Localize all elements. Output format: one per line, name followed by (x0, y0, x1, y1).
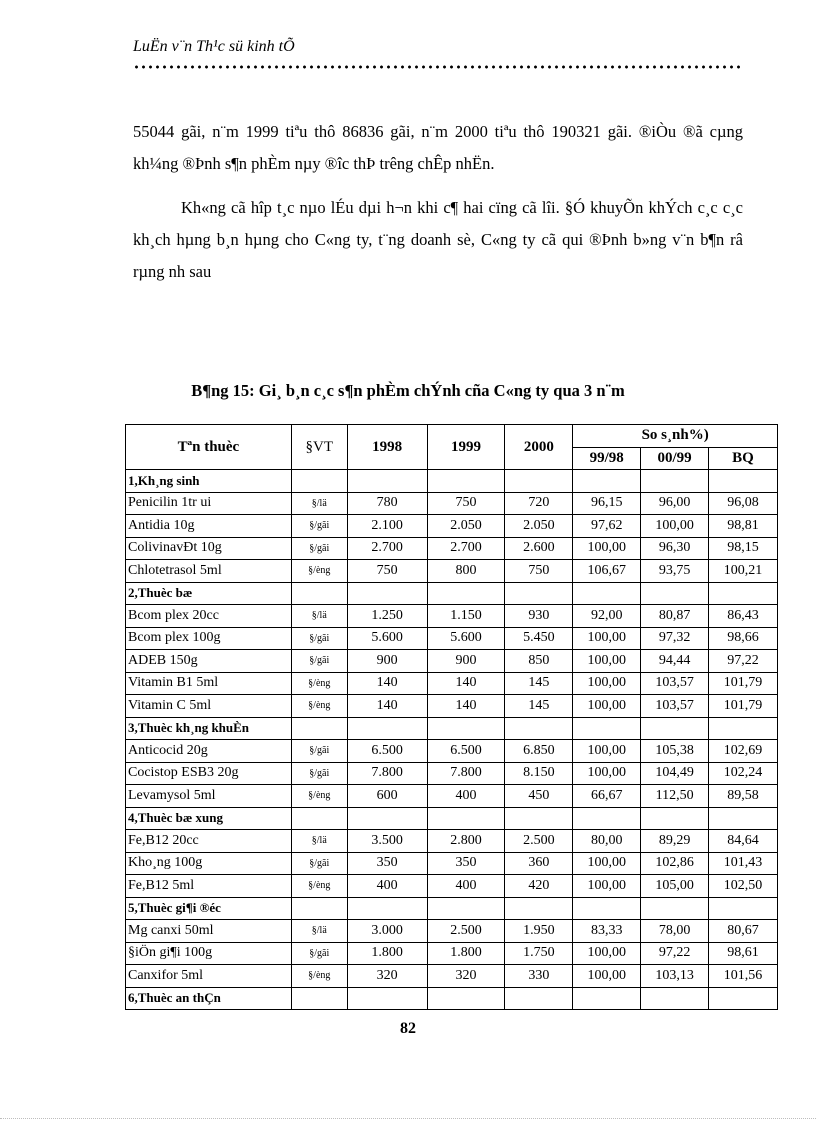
empty-cell (505, 582, 573, 605)
ratio-bq-cell: 96,08 (709, 492, 778, 515)
price-2000-cell: 360 (505, 852, 573, 875)
ratio-99-98-cell: 92,00 (573, 605, 641, 628)
ratio-00-99-cell: 89,29 (641, 830, 709, 853)
ratio-00-99-cell: 100,00 (641, 515, 709, 538)
drug-name-cell: Vitamin C 5ml (126, 695, 292, 718)
unit-cell: §/gãi (291, 762, 347, 785)
price-1998-cell: 1.250 (347, 605, 427, 628)
table-row (126, 515, 778, 538)
empty-cell (291, 807, 347, 830)
unit-cell: §/èng (291, 560, 347, 583)
empty-cell (709, 807, 778, 830)
price-1999-cell: 1.150 (427, 605, 505, 628)
price-2000-cell: 145 (505, 672, 573, 695)
unit-cell: §/gãi (291, 942, 347, 965)
drug-name-cell: ADEB 150g (126, 650, 292, 673)
header-1998: 1998 (347, 425, 427, 470)
empty-cell (291, 582, 347, 605)
empty-cell (573, 987, 641, 1010)
unit-cell: §/gãi (291, 740, 347, 763)
ratio-00-99-cell: 78,00 (641, 920, 709, 943)
ratio-00-99-cell: 97,22 (641, 942, 709, 965)
price-1999-cell: 800 (427, 560, 505, 583)
drug-name-cell: Canxifor 5ml (126, 965, 292, 988)
ratio-bq-cell: 101,56 (709, 965, 778, 988)
empty-cell (347, 807, 427, 830)
ratio-99-98-cell: 100,00 (573, 965, 641, 988)
empty-cell (347, 897, 427, 920)
table-row (126, 740, 778, 763)
drug-name-cell: Antidia 10g (126, 515, 292, 538)
empty-cell (709, 470, 778, 493)
price-1998-cell: 3.000 (347, 920, 427, 943)
empty-cell (505, 897, 573, 920)
table-caption: B¶ng 15: Gi¸ b¸n c¸c s¶n phÈm chÝnh cña C«ng ty qua 3 n¨m (191, 381, 625, 400)
ratio-bq-cell: 98,15 (709, 537, 778, 560)
ratio-00-99-cell: 94,44 (641, 650, 709, 673)
table-body (126, 470, 778, 1010)
unit-cell: §/lä (291, 920, 347, 943)
price-1998-cell: 780 (347, 492, 427, 515)
empty-cell (347, 582, 427, 605)
category-label: 5,Thuèc gi¶i ®éc (126, 897, 292, 920)
empty-cell (427, 897, 505, 920)
ratio-00-99-cell: 103,57 (641, 672, 709, 695)
ratio-bq-cell: 84,64 (709, 830, 778, 853)
table-row (126, 965, 778, 988)
ratio-00-99-cell: 102,86 (641, 852, 709, 875)
price-1999-cell: 2.050 (427, 515, 505, 538)
unit-cell: §/èng (291, 695, 347, 718)
drug-name-cell: Levamysol 5ml (126, 785, 292, 808)
drug-name-cell: Fe,B12 20cc (126, 830, 292, 853)
ratio-99-98-cell: 100,00 (573, 740, 641, 763)
price-1998-cell: 350 (347, 852, 427, 875)
price-1999-cell: 2.700 (427, 537, 505, 560)
category-label: 2,Thuèc bæ (126, 582, 292, 605)
drug-name-cell: Bcom plex 100g (126, 627, 292, 650)
ratio-00-99-cell: 97,32 (641, 627, 709, 650)
drug-name-cell: Mg canxi 50ml (126, 920, 292, 943)
empty-cell (573, 897, 641, 920)
empty-cell (573, 470, 641, 493)
unit-cell: §/gãi (291, 650, 347, 673)
empty-cell (505, 717, 573, 740)
ratio-99-98-cell: 100,00 (573, 695, 641, 718)
ratio-00-99-cell: 105,00 (641, 875, 709, 898)
unit-cell: §/lä (291, 830, 347, 853)
ratio-99-98-cell: 100,00 (573, 875, 641, 898)
category-label: 3,Thuèc kh¸ng khuÈn (126, 717, 292, 740)
ratio-99-98-cell: 106,67 (573, 560, 641, 583)
category-row (126, 807, 778, 830)
unit-cell: §/lä (291, 605, 347, 628)
ratio-bq-cell: 98,81 (709, 515, 778, 538)
unit-cell: §/èng (291, 785, 347, 808)
drug-name-cell: Fe,B12 5ml (126, 875, 292, 898)
ratio-bq-cell: 102,50 (709, 875, 778, 898)
price-1999-cell: 400 (427, 785, 505, 808)
category-row (126, 470, 778, 493)
empty-cell (573, 582, 641, 605)
ratio-00-99-cell: 96,00 (641, 492, 709, 515)
footer-dotted-rule (0, 1118, 816, 1120)
empty-cell (291, 897, 347, 920)
ratio-bq-cell: 102,24 (709, 762, 778, 785)
empty-cell (573, 717, 641, 740)
empty-cell (347, 987, 427, 1010)
unit-cell: §/gãi (291, 627, 347, 650)
price-1998-cell: 2.700 (347, 537, 427, 560)
ratio-99-98-cell: 100,00 (573, 627, 641, 650)
ratio-00-99-cell: 112,50 (641, 785, 709, 808)
price-1998-cell: 3.500 (347, 830, 427, 853)
empty-cell (291, 987, 347, 1010)
price-2000-cell: 5.450 (505, 627, 573, 650)
empty-cell (709, 987, 778, 1010)
paragraph-2: Kh«ng cã hîp t¸c nµo lÉu dµi h¬n khi c¶ hai cïng cã lîi. §Ó khuyÕn khÝch c¸c c¸c kh¸ch hµng b¸n hµng cho C«ng ty, t¨ng doanh sè, C«ng ty cã qui ®Þnh b»ng v¨n b¶n râ rµng nh sau (133, 198, 743, 281)
price-1999-cell: 140 (427, 695, 505, 718)
table-row (126, 920, 778, 943)
empty-cell (291, 470, 347, 493)
ratio-bq-cell: 80,67 (709, 920, 778, 943)
drug-name-cell: §iÖn gi¶i 100g (126, 942, 292, 965)
empty-cell (505, 807, 573, 830)
category-row (126, 717, 778, 740)
ratio-bq-cell: 98,61 (709, 942, 778, 965)
table-row (126, 650, 778, 673)
table-row (126, 672, 778, 695)
empty-cell (427, 470, 505, 493)
price-1998-cell: 750 (347, 560, 427, 583)
empty-cell (709, 897, 778, 920)
price-2000-cell: 2.050 (505, 515, 573, 538)
empty-cell (641, 807, 709, 830)
price-1998-cell: 140 (347, 695, 427, 718)
table-row (126, 695, 778, 718)
price-2000-cell: 750 (505, 560, 573, 583)
category-row (126, 987, 778, 1010)
empty-cell (641, 897, 709, 920)
empty-cell (709, 717, 778, 740)
table-row (126, 875, 778, 898)
empty-cell (641, 582, 709, 605)
header-bq: BQ (709, 447, 778, 470)
price-1999-cell: 320 (427, 965, 505, 988)
empty-cell (347, 717, 427, 740)
header-comparison: So s¸nh%) (573, 425, 778, 448)
price-table (125, 424, 778, 1010)
price-2000-cell: 1.750 (505, 942, 573, 965)
empty-cell (641, 987, 709, 1010)
ratio-99-98-cell: 97,62 (573, 515, 641, 538)
price-1998-cell: 1.800 (347, 942, 427, 965)
price-1998-cell: 2.100 (347, 515, 427, 538)
table-row (126, 492, 778, 515)
running-header: LuËn v¨n Th¹c sü kinh tÕ (133, 38, 295, 55)
empty-cell (505, 987, 573, 1010)
ratio-00-99-cell: 103,57 (641, 695, 709, 718)
price-2000-cell: 2.600 (505, 537, 573, 560)
price-1999-cell: 1.800 (427, 942, 505, 965)
empty-cell (427, 987, 505, 1010)
ratio-bq-cell: 101,79 (709, 695, 778, 718)
ratio-bq-cell: 101,43 (709, 852, 778, 875)
empty-cell (427, 582, 505, 605)
unit-cell: §/èng (291, 672, 347, 695)
empty-cell (291, 717, 347, 740)
ratio-bq-cell: 97,22 (709, 650, 778, 673)
unit-cell: §/lä (291, 492, 347, 515)
drug-name-cell: Cocistop ESB3 20g (126, 762, 292, 785)
unit-cell: §/gãi (291, 852, 347, 875)
header-2000: 2000 (505, 425, 573, 470)
ratio-00-99-cell: 96,30 (641, 537, 709, 560)
drug-name-cell: ColivinavÐt 10g (126, 537, 292, 560)
empty-cell (427, 807, 505, 830)
price-1998-cell: 140 (347, 672, 427, 695)
price-2000-cell: 450 (505, 785, 573, 808)
ratio-99-98-cell: 100,00 (573, 537, 641, 560)
price-1999-cell: 400 (427, 875, 505, 898)
price-1998-cell: 400 (347, 875, 427, 898)
ratio-99-98-cell: 100,00 (573, 942, 641, 965)
table-row (126, 627, 778, 650)
price-1998-cell: 7.800 (347, 762, 427, 785)
ratio-00-99-cell: 104,49 (641, 762, 709, 785)
paragraph-1: 55044 gãi, n¨m 1999 tiªu thô 86836 gãi, n¨m 2000 tiªu thô 190321 gãi. ®iÒu ®ã cµng kh¼ng ®Þnh s¶n phÈm nµy ®îc thÞ trêng chÊp nhËn. (133, 122, 743, 173)
drug-name-cell: Vitamin B1 5ml (126, 672, 292, 695)
header-drug-name: Tªn thuèc (126, 425, 292, 470)
price-1998-cell: 6.500 (347, 740, 427, 763)
price-1998-cell: 900 (347, 650, 427, 673)
ratio-99-98-cell: 80,00 (573, 830, 641, 853)
price-1999-cell: 7.800 (427, 762, 505, 785)
ratio-bq-cell: 98,66 (709, 627, 778, 650)
empty-cell (347, 470, 427, 493)
empty-cell (709, 582, 778, 605)
price-2000-cell: 8.150 (505, 762, 573, 785)
table-row (126, 605, 778, 628)
header-unit: §VT (291, 425, 347, 470)
unit-cell: §/èng (291, 965, 347, 988)
unit-cell: §/èng (291, 875, 347, 898)
drug-name-cell: Anticocid 20g (126, 740, 292, 763)
empty-cell (427, 717, 505, 740)
page-number: 82 (400, 1020, 416, 1037)
price-1999-cell: 5.600 (427, 627, 505, 650)
price-1999-cell: 900 (427, 650, 505, 673)
price-1998-cell: 600 (347, 785, 427, 808)
ratio-00-99-cell: 93,75 (641, 560, 709, 583)
category-label: 6,Thuèc an thÇn (126, 987, 292, 1010)
ratio-99-98-cell: 66,67 (573, 785, 641, 808)
ratio-bq-cell: 101,79 (709, 672, 778, 695)
price-1998-cell: 320 (347, 965, 427, 988)
price-2000-cell: 420 (505, 875, 573, 898)
ratio-bq-cell: 89,58 (709, 785, 778, 808)
table-row (126, 560, 778, 583)
price-1999-cell: 6.500 (427, 740, 505, 763)
table-row (126, 537, 778, 560)
ratio-99-98-cell: 100,00 (573, 852, 641, 875)
ratio-99-98-cell: 96,15 (573, 492, 641, 515)
ratio-bq-cell: 86,43 (709, 605, 778, 628)
price-2000-cell: 2.500 (505, 830, 573, 853)
drug-name-cell: Kho¸ng 100g (126, 852, 292, 875)
header-dotted-rule (133, 64, 743, 70)
price-2000-cell: 720 (505, 492, 573, 515)
table-row (126, 762, 778, 785)
table-row (126, 942, 778, 965)
category-label: 4,Thuèc bæ xung (126, 807, 292, 830)
ratio-99-98-cell: 100,00 (573, 762, 641, 785)
category-row (126, 582, 778, 605)
empty-cell (641, 717, 709, 740)
price-2000-cell: 330 (505, 965, 573, 988)
table-row (126, 830, 778, 853)
drug-name-cell: Penicilin 1tr ui (126, 492, 292, 515)
price-2000-cell: 850 (505, 650, 573, 673)
price-1999-cell: 140 (427, 672, 505, 695)
ratio-00-99-cell: 105,38 (641, 740, 709, 763)
drug-name-cell: Bcom plex 20cc (126, 605, 292, 628)
header-99-98: 99/98 (573, 447, 641, 470)
empty-cell (505, 470, 573, 493)
price-1999-cell: 750 (427, 492, 505, 515)
ratio-bq-cell: 100,21 (709, 560, 778, 583)
empty-cell (573, 807, 641, 830)
header-1999: 1999 (427, 425, 505, 470)
price-2000-cell: 930 (505, 605, 573, 628)
category-row (126, 897, 778, 920)
header-00-99: 00/99 (641, 447, 709, 470)
empty-cell (641, 470, 709, 493)
table-row (126, 785, 778, 808)
ratio-99-98-cell: 100,00 (573, 650, 641, 673)
ratio-bq-cell: 102,69 (709, 740, 778, 763)
category-label: 1,Kh¸ng sinh (126, 470, 292, 493)
unit-cell: §/gãi (291, 537, 347, 560)
price-1998-cell: 5.600 (347, 627, 427, 650)
ratio-99-98-cell: 100,00 (573, 672, 641, 695)
ratio-00-99-cell: 80,87 (641, 605, 709, 628)
price-2000-cell: 145 (505, 695, 573, 718)
unit-cell: §/gãi (291, 515, 347, 538)
price-1999-cell: 2.800 (427, 830, 505, 853)
table-row (126, 852, 778, 875)
price-1999-cell: 2.500 (427, 920, 505, 943)
ratio-99-98-cell: 83,33 (573, 920, 641, 943)
price-2000-cell: 1.950 (505, 920, 573, 943)
price-2000-cell: 6.850 (505, 740, 573, 763)
drug-name-cell: Chlotetrasol 5ml (126, 560, 292, 583)
ratio-00-99-cell: 103,13 (641, 965, 709, 988)
price-1999-cell: 350 (427, 852, 505, 875)
